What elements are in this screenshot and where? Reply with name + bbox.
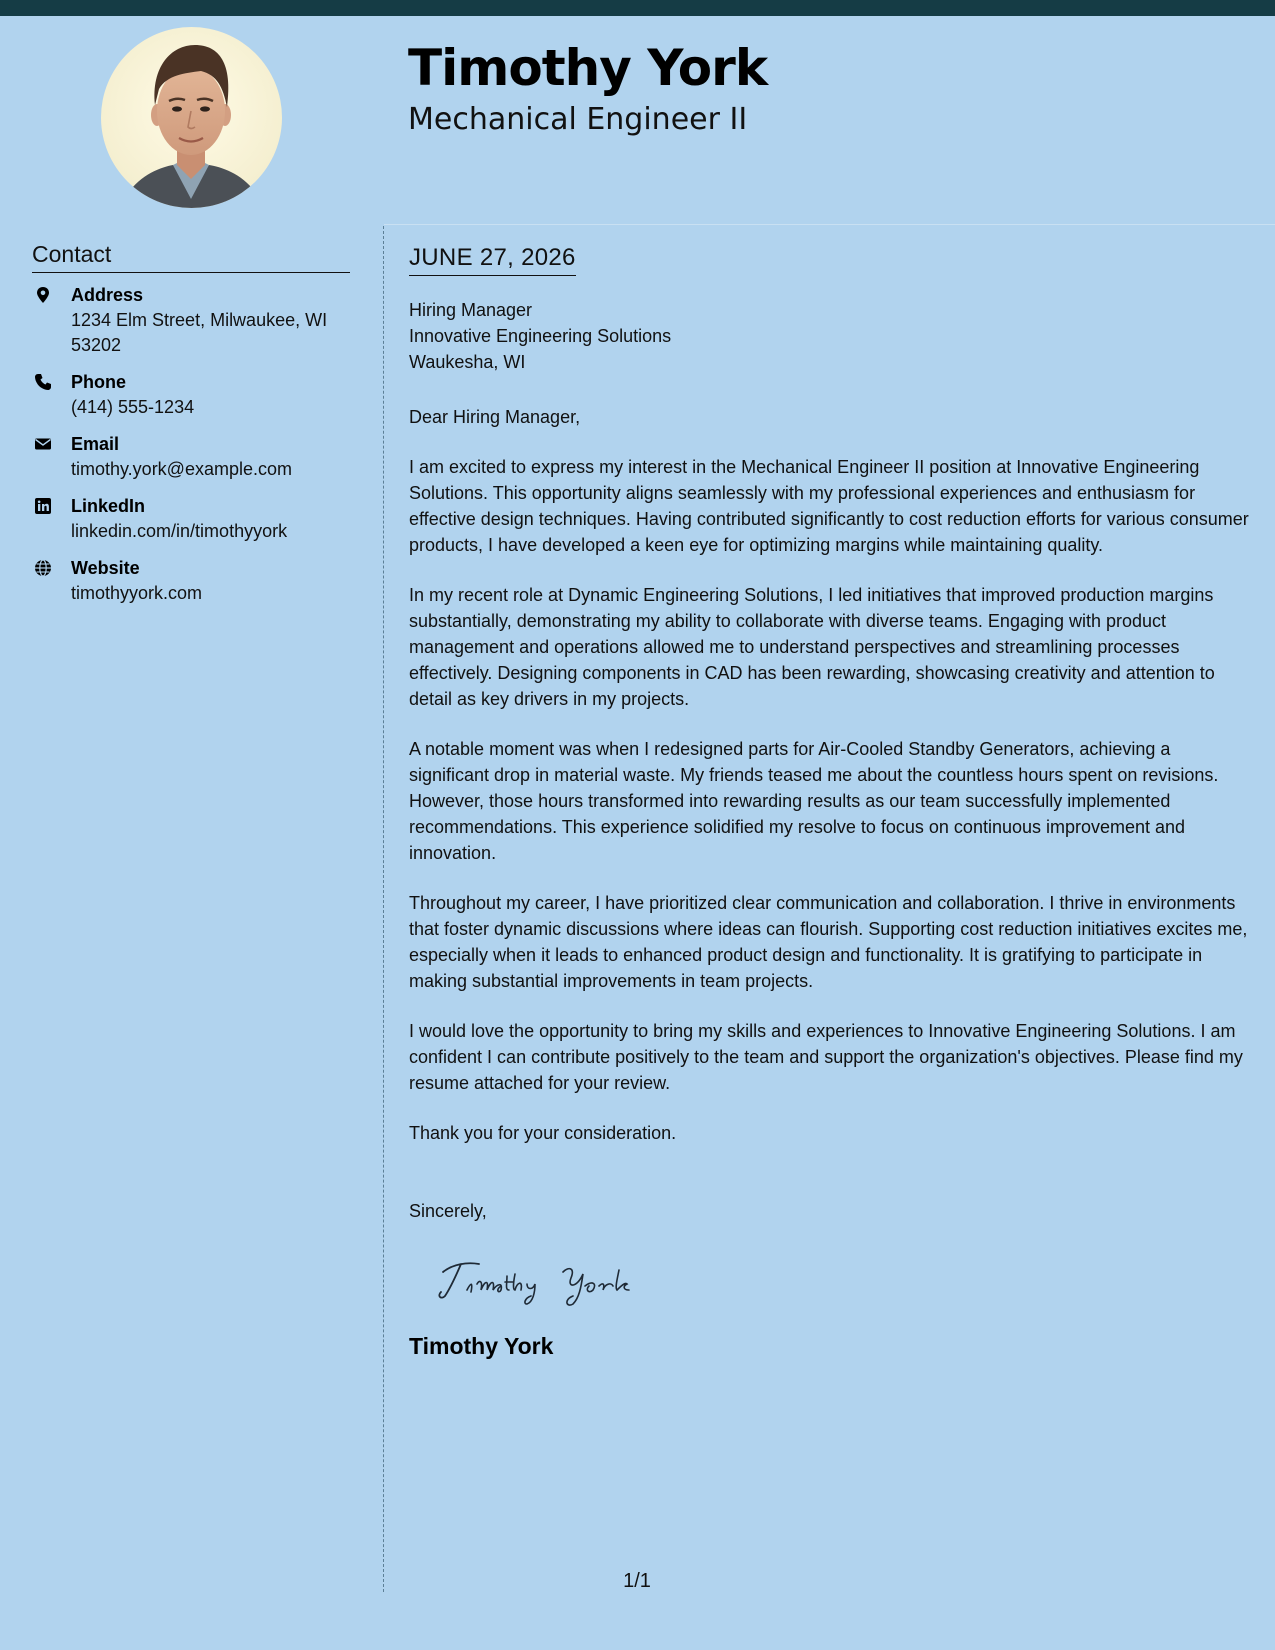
recipient-line: Innovative Engineering Solutions — [409, 326, 672, 346]
contact-label: Email — [71, 434, 120, 454]
letter-body — [409, 243, 1249, 1360]
page-number: 1/1 — [623, 1570, 651, 1592]
contact-item-website — [32, 556, 352, 606]
contact-item-address — [32, 283, 352, 358]
recipient-line: Waukesha, WI — [409, 352, 526, 372]
signer-name: Timothy York — [409, 1333, 554, 1359]
globe-icon — [34, 559, 52, 577]
recipient-line: Hiring Manager — [409, 300, 533, 320]
contact-label: Phone — [71, 372, 127, 392]
letter-paragraph: A notable moment was when I redesigned parts for Air-Cooled Standby Generators, achieving a significant drop in material waste. My friends teased me about the countless hours spent on revisions. However, those hours transformed into rewarding results as our team successfully implemented recommendations. This experience solidified my resolve to focus on continuous improvement and innovation. — [409, 739, 1219, 863]
salutation: Dear Hiring Manager, — [409, 407, 581, 427]
handwritten-signature — [433, 1250, 733, 1310]
contact-heading: Contact — [32, 241, 350, 273]
contact-value: timothy.york@example.com — [71, 459, 293, 479]
phone-icon — [34, 373, 52, 391]
contact-value: 1234 Elm Street, Milwaukee, WI 53202 — [71, 310, 328, 355]
contact-value: (414) 555-1234 — [71, 397, 195, 417]
contact-item-linkedin — [32, 494, 352, 544]
map-pin-icon — [34, 286, 52, 304]
letter-paragraph: Throughout my career, I have prioritized clear communication and collaboration. I thrive in environments that foster dynamic discussions where ideas can flourish. Supporting cost reduction initiatives excites me, especially when it leads to enhanced product design and functionality. It is gratifying to participate in making substantial improvements in team projects. — [409, 893, 1248, 991]
profile-photo — [101, 27, 282, 208]
closing: Sincerely, — [409, 1201, 487, 1221]
contact-item-email — [32, 432, 352, 482]
letter-paragraph: Thank you for your consideration. — [409, 1123, 677, 1143]
column-divider — [383, 226, 384, 1592]
envelope-icon — [34, 435, 52, 453]
letter-date: JUNE 27, 2026 — [409, 243, 576, 276]
letter-paragraph: I would love the opportunity to bring my skills and experiences to Innovative Engineering Solutions. I am confident I can contribute positively to the team and support the organization's objectives. Please find my resume attached for your review. — [409, 1021, 1243, 1093]
recipient-block — [409, 297, 1249, 375]
letter-paragraph: In my recent role at Dynamic Engineering Solutions, I led initiatives that improved production margins substantially, demonstrating my ability to collaborate with diverse teams. Engaging with product management and operations allowed me to understand perspectives and streamlining processes effectively. Designing components in CAD has been rewarding, showcasing creativity and attention to detail as key drivers in my projects. — [409, 585, 1215, 709]
profile-photo-image — [101, 27, 282, 208]
header-name: Timothy York — [408, 39, 768, 97]
top-bar — [0, 0, 1275, 16]
signature-image — [433, 1250, 733, 1310]
contact-item-phone — [32, 370, 352, 420]
contact-list — [32, 283, 352, 618]
contact-value: timothyyork.com — [71, 583, 203, 603]
header-divider — [384, 224, 1275, 225]
contact-label: LinkedIn — [71, 496, 146, 516]
header-job-title: Mechanical Engineer II — [408, 102, 748, 137]
contact-label: Address — [71, 285, 144, 305]
contact-value: linkedin.com/in/timothyyork — [71, 521, 288, 541]
linkedin-icon — [34, 497, 52, 515]
contact-label: Website — [71, 558, 140, 578]
letter-paragraph: I am excited to express my interest in the Mechanical Engineer II position at Innovative Engineering Solutions. This opportunity aligns seamlessly with my professional experiences and enthusiasm for effective design techniques. Having contributed significantly to cost reduction efforts for various consumer products, I have developed a keen eye for optimizing margins while maintaining quality. — [409, 457, 1249, 555]
